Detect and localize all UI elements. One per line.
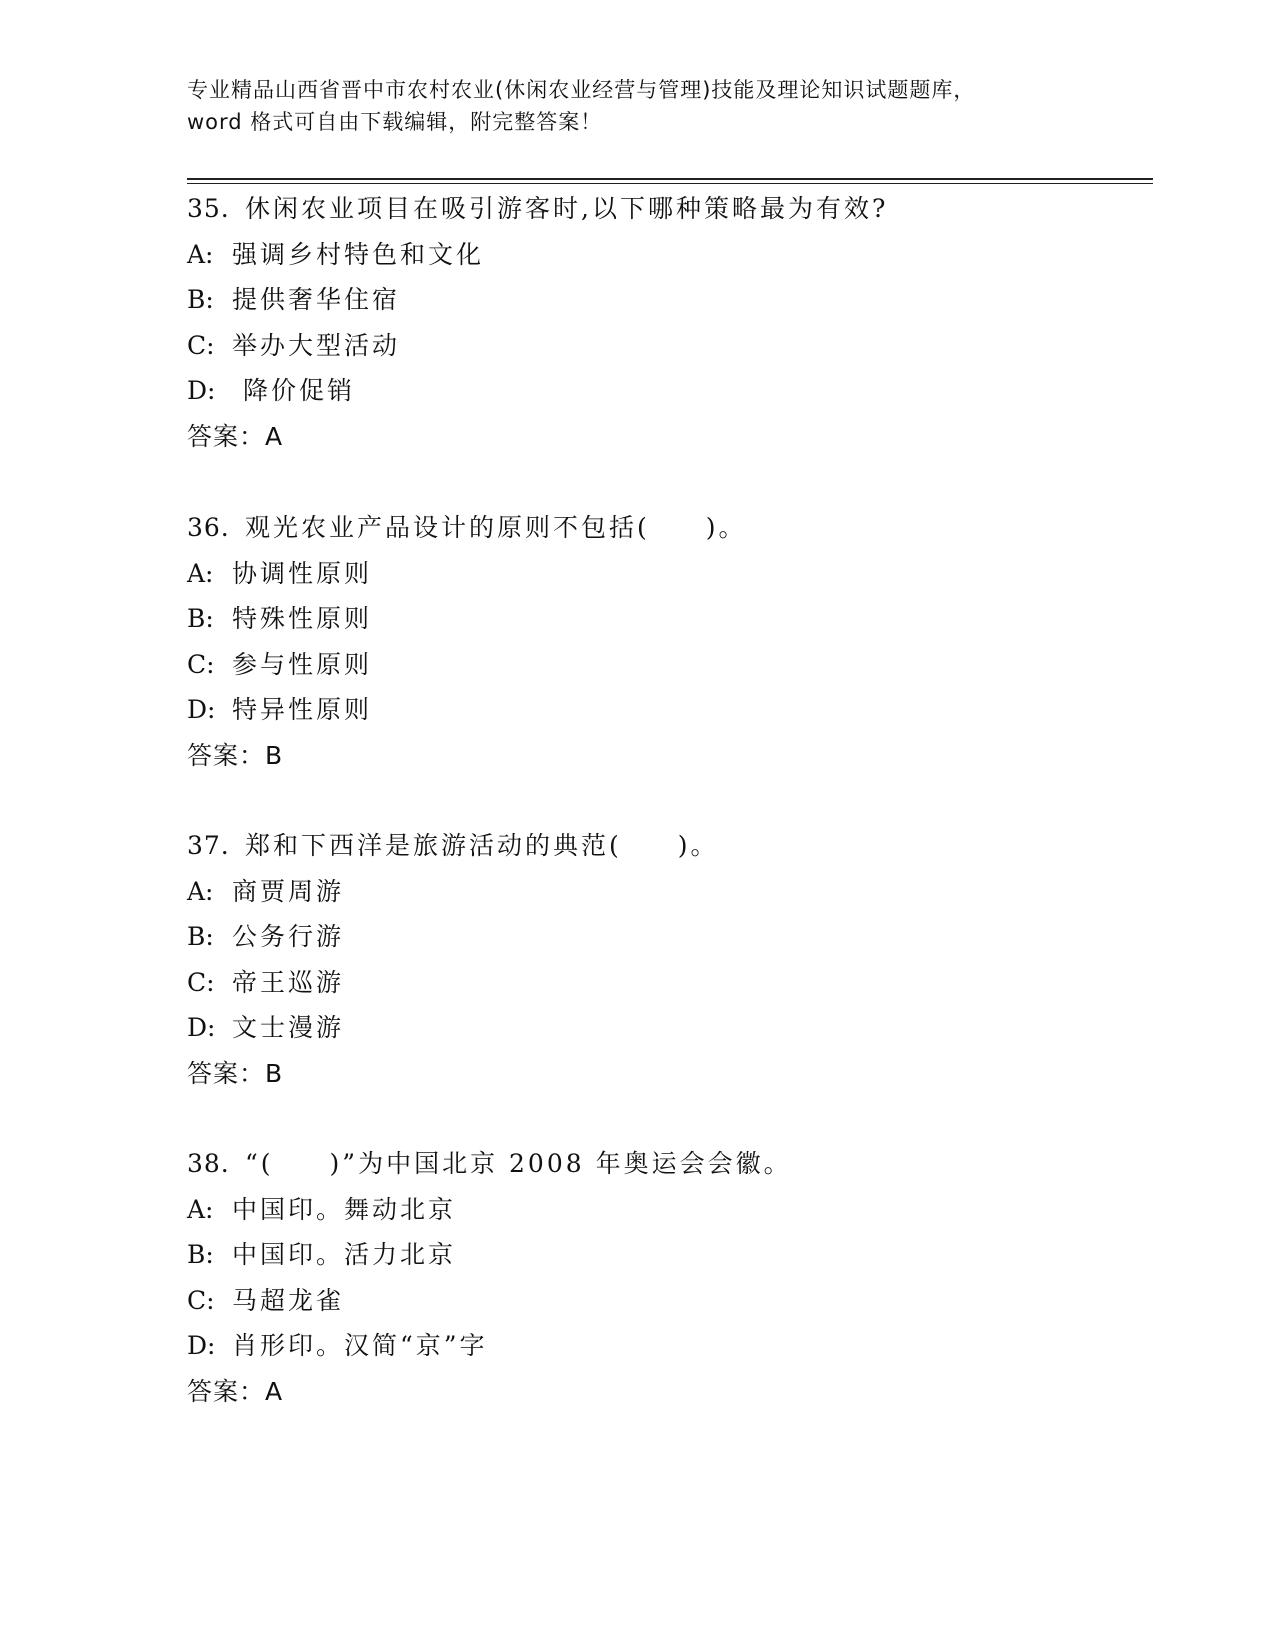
option-d [187,368,1147,414]
option-key: C: [187,649,215,679]
option-c [187,323,1147,369]
option-text: 提供奢华住宿 [232,285,401,314]
option-key: B: [187,1240,214,1269]
option-key: D: [187,376,216,405]
option-key: B: [187,285,214,314]
option-text: 特异性原则 [232,695,373,724]
question-text: 休闲农业项目在吸引游客时,以下哪种策略最为有效? [245,194,889,223]
option-key: B: [187,922,214,951]
option-text: 马超龙雀 [232,1285,345,1315]
answer-line: 答案：B [187,1058,284,1088]
option-text: 协调性原则 [232,558,373,588]
option-text: 文士漫游 [232,1013,345,1042]
option-a [187,551,1147,597]
option-c [187,960,1147,1006]
question-text: 观光农业产品设计的原则不包括( )。 [245,513,747,542]
question-stem [187,186,1147,232]
option-b [187,596,1147,642]
answer-line: 答案：A [187,421,284,451]
option-d [187,1005,1147,1051]
question-number: 38. [187,1149,230,1178]
question-36 [187,505,1147,778]
question-stem [187,823,1147,869]
option-key: D: [187,695,216,724]
option-a [187,1187,1147,1233]
option-text: 肖形印。汉简“京”字 [232,1331,488,1360]
option-text: 公务行游 [232,922,345,951]
option-text: 特殊性原则 [232,604,373,633]
question-text: “( )”为中国北京 2008 年奥运会会徽。 [245,1149,792,1178]
question-stem [187,505,1147,551]
header-divider-thick [187,178,1153,180]
question-stem [187,1141,1147,1187]
option-a [187,232,1147,278]
option-text: 帝王巡游 [232,967,345,997]
option-key: C: [187,1285,215,1315]
question-number: 36. [187,513,230,542]
option-text: 参与性原则 [232,649,373,679]
question-text: 郑和下西洋是旅游活动的典范( )。 [245,831,719,860]
answer-line: 答案：B [187,740,284,770]
option-d [187,687,1147,733]
option-key: A: [187,876,214,906]
header-divider-thin [187,183,1153,184]
option-text: 中国印。舞动北京 [232,1194,457,1224]
option-text: 降价促销 [232,376,355,405]
answer-line: 答案：A [187,1376,284,1406]
option-c [187,642,1147,688]
header-line-2: word 格式可自由下载编辑，附完整答案！ [187,110,603,134]
option-text: 中国印。活力北京 [232,1240,457,1269]
question-38 [187,1141,1147,1414]
document-header [187,74,1087,138]
option-b [187,277,1147,323]
question-37 [187,823,1147,1096]
question-number: 37. [187,831,230,860]
question-35 [187,186,1147,459]
option-text: 举办大型活动 [232,330,401,360]
option-key: A: [187,239,214,269]
option-b [187,914,1147,960]
option-key: B: [187,604,214,633]
option-d [187,1323,1147,1369]
option-a [187,869,1147,915]
option-key: D: [187,1331,216,1360]
option-key: C: [187,330,215,360]
option-key: A: [187,558,214,588]
header-line-1: 专业精品山西省晋中市农村农业(休闲农业经营与管理)技能及理论知识试题题库， [187,78,976,102]
option-key: D: [187,1013,216,1042]
option-c [187,1278,1147,1324]
option-b [187,1232,1147,1278]
option-text: 强调乡村特色和文化 [232,239,485,269]
option-text: 商贾周游 [232,876,345,906]
question-number: 35. [187,194,230,223]
option-key: C: [187,967,215,997]
option-key: A: [187,1194,214,1224]
